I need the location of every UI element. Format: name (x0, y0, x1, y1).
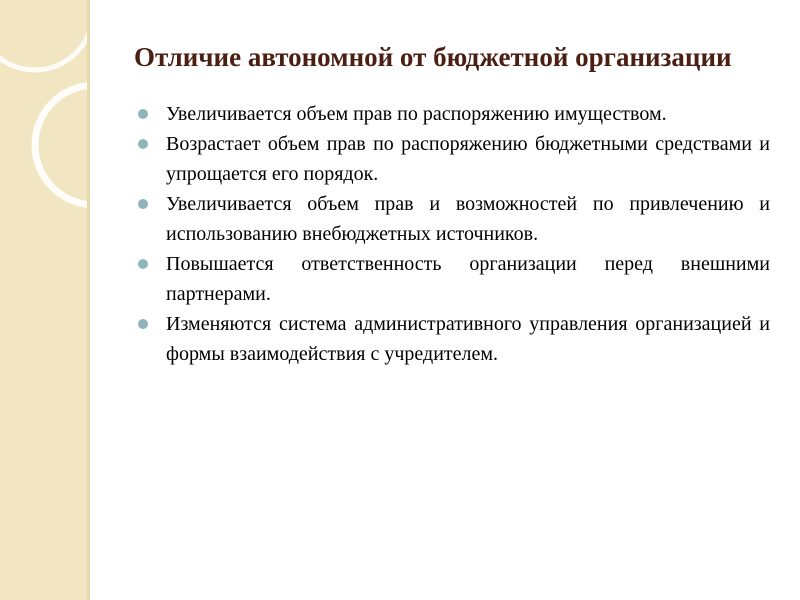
bullet-item (134, 309, 770, 369)
top-ring-shape (0, 0, 90, 70)
bullet-text: Повышается ответственность организации перед внешними партнерами. (166, 253, 770, 305)
band-edge (87, 0, 90, 600)
bullet-item (134, 99, 770, 129)
bullet-list (134, 99, 770, 369)
decorative-side-band (0, 0, 90, 600)
slide-content (134, 38, 770, 369)
middle-ring-shape (35, 85, 90, 205)
bullet-text: Возрастает объем прав по распоряжению бюджетными средствами и упрощается его порядок. (166, 133, 770, 185)
bullet-icon (138, 139, 148, 149)
bullet-icon (138, 259, 148, 269)
bullet-text: Увеличивается объем прав и возможностей по привлечению и использованию внебюджетных источников. (166, 193, 770, 245)
bullet-item (134, 189, 770, 249)
slide-title: Отличие автономной от бюджетной организации (134, 42, 732, 72)
bullet-text: Изменяются система административного управления организацией и формы взаимодействия с учредителем. (166, 313, 770, 365)
bullet-icon (138, 199, 148, 209)
bullet-item (134, 249, 770, 309)
bullet-item (134, 129, 770, 189)
decorative-rings (0, 0, 90, 600)
bullet-text: Увеличивается объем прав по распоряжению имуществом. (166, 103, 667, 125)
bullet-icon (138, 109, 148, 119)
bullet-icon (138, 319, 148, 329)
